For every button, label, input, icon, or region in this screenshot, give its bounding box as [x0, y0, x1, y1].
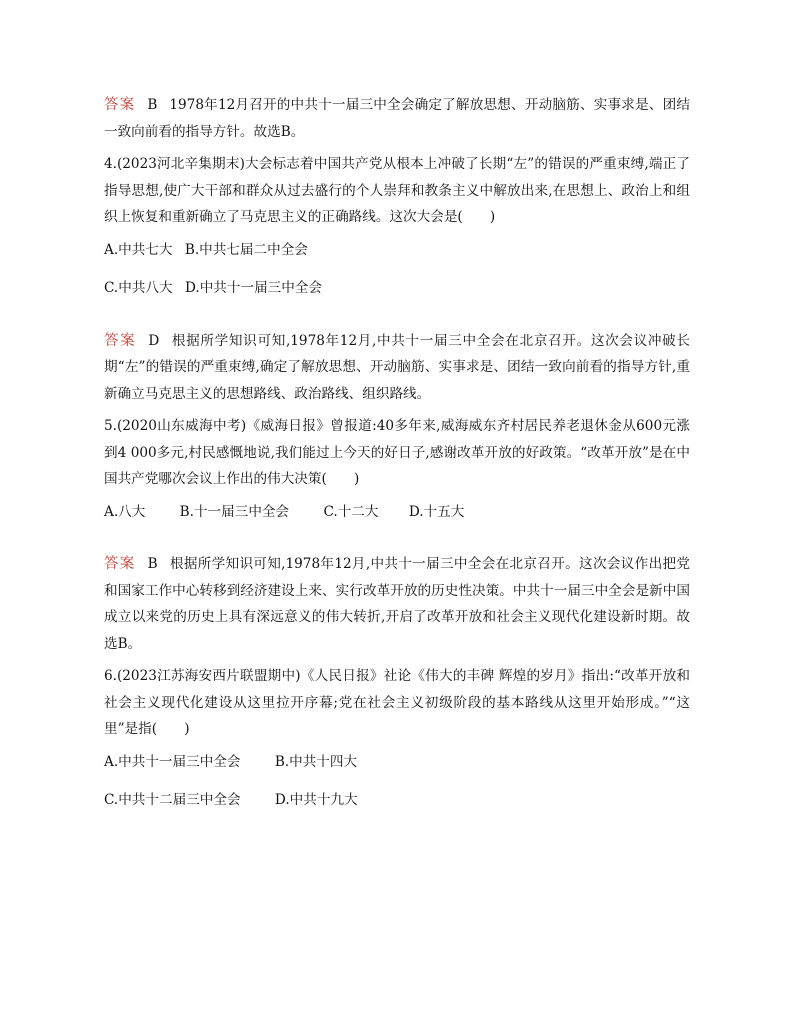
answer-label: 答案	[104, 97, 136, 113]
question-5-option-d: D.十五大	[408, 503, 465, 520]
question-4-option-c: C.中共八大	[104, 280, 173, 296]
answer-4	[104, 328, 690, 408]
question-5-option-c: C.十二大	[323, 503, 379, 520]
answer-text: 根据所学知识可知,1978年12月,中共十一届三中全会在北京召开。这次会议冲破长期“左”的错误的严重束缚,确定了解放思想、开动脑筋、实事求是、团结一致向前看的指导方针,重新确立马克思主义的思想路线、政治路线、组织路线。	[104, 332, 690, 402]
answer-letter: D	[148, 332, 160, 349]
question-5-stem: 5.(2020山东威海中考)《威海日报》曾报道:40多年来,威海威东齐村居民养老退休金从600元涨到4 000多元,村民感慨地说,我们能过上今天的好日子,感谢改革开放的好政策。“改革开放”是在中国共产党哪次会议上作出的伟大决策( )	[104, 418, 690, 487]
question-5-option-a: A.八大	[104, 503, 146, 520]
answer-label: 答案	[104, 556, 136, 572]
question-4-option-b: B.中共七届二中全会	[184, 241, 308, 258]
answer-letter: B	[147, 556, 158, 572]
question-6-option-c: C.中共十二届三中全会	[104, 792, 241, 808]
answer-letter: B	[147, 97, 158, 113]
answer-5	[104, 551, 690, 657]
question-4-option-d: D.中共十一届三中全会	[184, 280, 323, 296]
question-4-stem: 4.(2023河北辛集期末)大会标志着中国共产党从根本上冲破了长期“左”的错误的严重束缚,端正了指导思想,使广大干部和群众从过去盛行的个人崇拜和教条主义中解放出来,在思想上、政治上和组织上恢复和重新确立了马克思主义的正确路线。这次大会是( )	[104, 156, 690, 225]
answer-text: 1978年12月召开的中共十一届三中全会确定了解放思想、开动脑筋、实事求是、团结一致向前看的指导方针。故选B。	[104, 97, 691, 140]
document-page	[104, 92, 690, 826]
question-6-options-row-1	[104, 749, 690, 776]
answer-text: 根据所学知识可知,1978年12月,中共十一届三中全会在北京召开。这次会议作出把党和国家工作中心转移到经济建设上来、实行改革开放的历史性决策。中共十一届三中全会是新中国成立以来党的历史上具有深远意义的伟大转折,开启了改革开放和社会主义现代化建设新时期。故选B。	[104, 556, 690, 652]
question-6-options-row-2	[104, 787, 690, 814]
question-6-stem: 6.(2023江苏海安西片联盟期中)《人民日报》社论《伟大的丰碑 辉煌的岁月》指出:“改革开放和社会主义现代化建设从这里拉开序幕;党在社会主义初级阶段的基本路线从这里开始形成。”“这里”是指( )	[104, 668, 690, 737]
question-6-option-a: A.中共十一届三中全会	[104, 753, 241, 770]
question-4-options-row-2	[104, 275, 690, 302]
question-5-options-row	[104, 499, 690, 526]
question-4-options-row-1	[104, 237, 690, 264]
answer-3	[104, 92, 690, 145]
question-4-option-a: A.中共七大	[104, 241, 173, 258]
question-6-option-d: D.中共十九大	[274, 792, 358, 808]
question-5-option-b: B.十一届三中全会	[179, 503, 290, 520]
answer-label: 答案	[104, 332, 137, 349]
question-6-option-b: B.中共十四大	[274, 753, 358, 770]
